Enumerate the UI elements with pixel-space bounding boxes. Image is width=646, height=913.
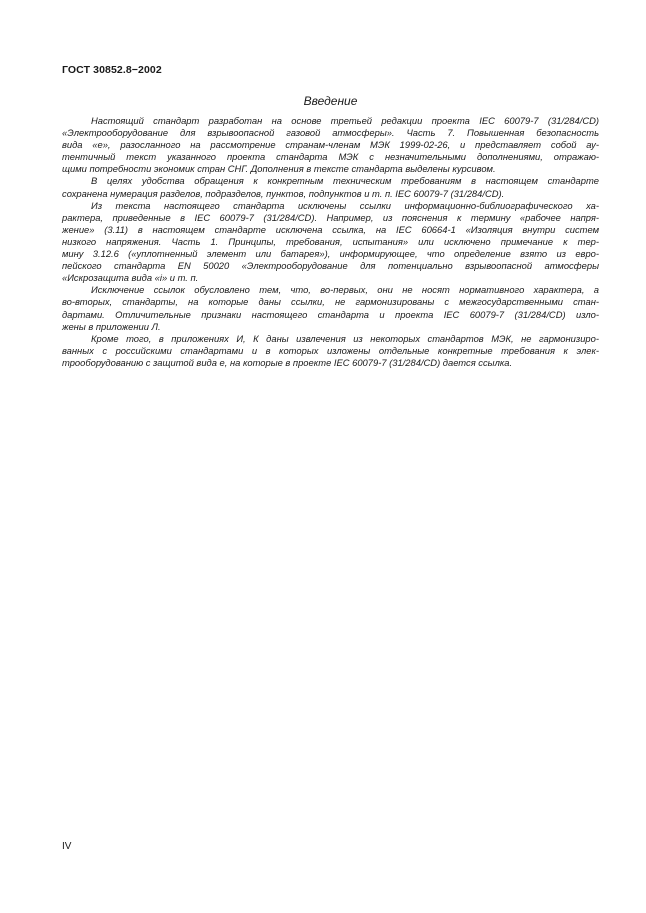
- paragraph-3-line-4: низкого напряжения. Часть 1. Принципы, требования, испытания» или исключено примечание к тер-: [62, 235, 599, 247]
- page-number: IV: [62, 841, 72, 852]
- paragraph-5-line-2: ванных с российскими стандартами и в которых изложены отдельные конкретные требования к элек-: [62, 344, 599, 356]
- paragraph-1-line-4: тентичный текст указанного проекта стандарта МЭК с незначительными дополнениями, отражаю-: [62, 151, 599, 163]
- paragraph-1-line-1: Настоящий стандарт разработан на основе третьей редакции проекта IEC 60079-7 (31/284/CD): [91, 115, 599, 126]
- paragraph-2-line-2: сохранена нумерация разделов, подразделов, пунктов, подпунктов и т. п. IEC 60079-7 (31/284/CD).: [62, 187, 505, 199]
- paragraph-4-line-1: Исключение ссылок обусловлено тем, что, во-первых, они не носят нормативного характера, а: [91, 284, 599, 296]
- paragraph-3-line-7: «Искрозащита вида «i» и т. п.: [62, 272, 199, 284]
- paragraph-4-line-4: жены в приложении Л.: [62, 320, 161, 332]
- section-title: Введение: [303, 94, 358, 108]
- paragraph-1-line-2: «Электрооборудование для взрывоопасной газовой атмосферы». Часть 7. Повышенная безопасность: [62, 127, 599, 139]
- paragraph-3-line-1: Из текста настоящего стандарта исключены ссылки информационно-библиографического ха-: [91, 199, 599, 211]
- paragraph-4-line-2: во-вторых, стандарты, на которые даны ссылки, не гармонизированы с межгосударственными стан-: [62, 296, 599, 308]
- paragraph-5-line-1: Кроме того, в приложениях И, К даны извлечения из некоторых стандартов МЭК, не гармонизиро-: [91, 332, 599, 344]
- introduction-body: [62, 115, 599, 369]
- paragraph-4-line-3: дартами. Отличительные признаки настоящего стандарта и проекта IEC 60079-7 (31/284/CD) изло-: [62, 308, 599, 320]
- paragraph-1-line-5: щими потребности экономик стран СНГ. Дополнения в тексте стандарта выделены курсивом.: [62, 163, 496, 175]
- paragraph-3-line-3: жение» (3.11) в настоящем стандарте исключена ссылка, на IEC 60664-1 «Изоляция внутри систем: [62, 223, 599, 235]
- paragraph-3-line-5: мину 3.12.6 («уплотненный элемент или батарея»), информирующее, что определение взято из евро-: [62, 248, 599, 260]
- paragraph-3-line-6: пейского стандарта EN 50020 «Электрооборудование для потенциально взрывоопасной атмосферы: [62, 260, 599, 272]
- paragraph-2-line-1: В целях удобства обращения к конкретным техническим требованиям в настоящем стандарте: [91, 175, 599, 187]
- paragraph-3-line-2: рактера, приведенные в IEC 60079-7 (31/284/CD). Например, из пояснения к термину «рабочее напря-: [62, 211, 599, 223]
- paragraph-1-line-3: вида «е», разосланного на рассмотрение странам-членам МЭК 1999-02-26, и представляет собой ау-: [62, 139, 599, 151]
- document-code: ГОСТ 30852.8−2002: [62, 64, 162, 76]
- paragraph-5-line-3: трооборудованию с защитой вида е, на которые в проекте IEC 60079-7 (31/284/CD) дается ссылка.: [62, 356, 513, 368]
